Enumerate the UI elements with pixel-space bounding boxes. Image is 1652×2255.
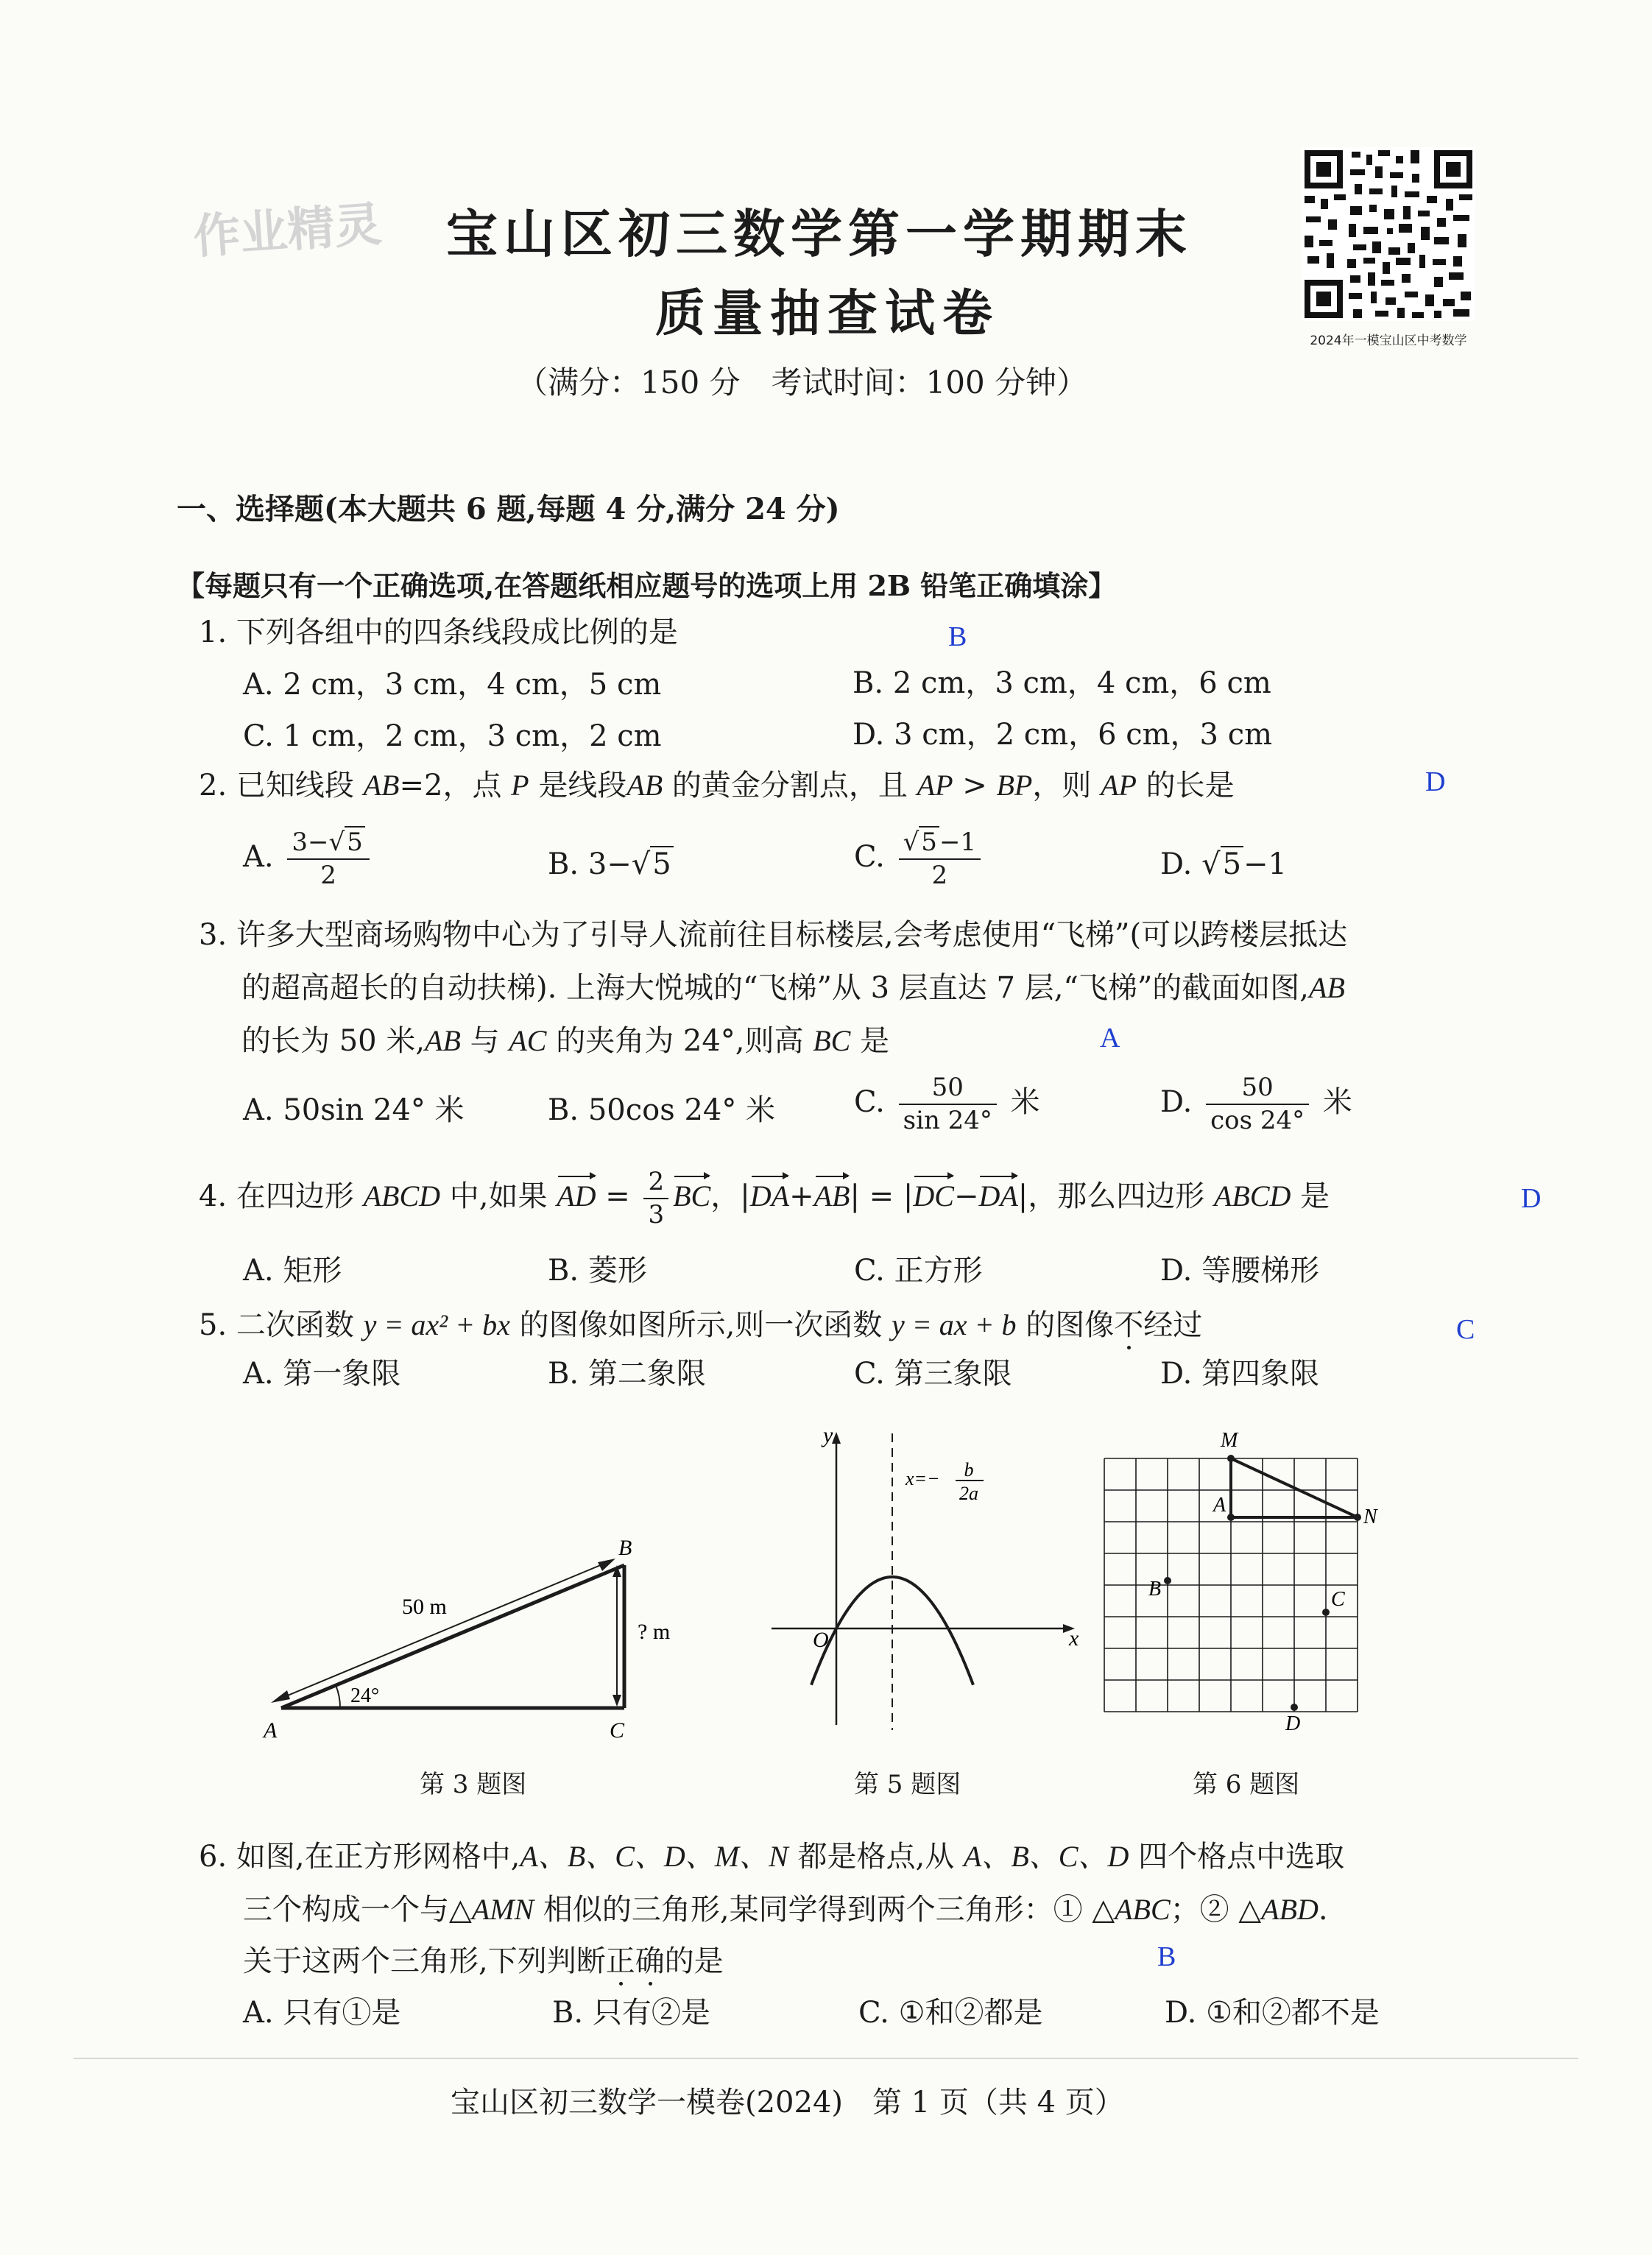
q4-abcd: ABCD	[363, 1179, 441, 1213]
page-footer: 宝山区初三数学一模卷(2024) 第 1 页（共 4 页）	[451, 2086, 1124, 2120]
q6-text-line1-a: 如图,在正方形网格中,	[236, 1840, 520, 1874]
q2-option-d-label: D.	[1160, 847, 1193, 881]
q2-stem	[199, 768, 1235, 803]
q5-text-b: 的图像如图所示,则一次函数	[509, 1308, 892, 1342]
figure-3	[258, 1524, 670, 1745]
section-heading: 一、选择题(本大题共 6 题,每题 4 分,满分 24 分)	[177, 492, 840, 526]
q6-emphasis-1: 正	[605, 1944, 635, 1978]
fig6-label-n: N	[1363, 1506, 1377, 1528]
q2-option-a	[243, 828, 374, 890]
q2-option-a-numerator: 3−√5	[287, 828, 369, 860]
fig3-dimension-line	[275, 1561, 611, 1701]
q2-answer: D	[1425, 766, 1446, 797]
q3-option-c-fraction	[899, 1073, 997, 1135]
fig5-axis-eq-denominator: 2a	[959, 1483, 978, 1504]
q6-option-d: D. ①和②都不是	[1165, 1996, 1380, 2030]
q2-option-d: D. √5−1	[1160, 847, 1287, 881]
q3-option-a: A. 50sin 24° 米	[243, 1093, 465, 1127]
q6-text-line1-c: 四个格点中选取	[1129, 1840, 1345, 1874]
q3-option-c	[854, 1073, 1040, 1135]
q2-ab-2: AB	[626, 769, 663, 802]
q3-option-c-label: C.	[854, 1085, 885, 1120]
q6-text-line2-c: ；② △	[1170, 1893, 1262, 1927]
exam-subtitle-title: 质量抽查试卷	[655, 284, 1000, 343]
q4-plus: +	[789, 1179, 814, 1214]
fig6-point-a	[1227, 1514, 1235, 1521]
q3-option-b: B. 50cos 24° 米	[548, 1093, 776, 1127]
fig6-label-a: A	[1213, 1494, 1226, 1517]
fig5-caption: 第 5 题图	[854, 1770, 961, 1799]
q4-vector-da: DA	[749, 1179, 790, 1213]
q4-mid: | = |	[850, 1179, 914, 1214]
exam-info: （满分：150 分 考试时间：100 分钟）	[517, 364, 1088, 400]
q3-ac: AC	[509, 1024, 547, 1057]
q4-abcd-2: ABCD	[1213, 1179, 1291, 1213]
q6-emphasis-2: 确	[635, 1944, 665, 1978]
q6-amn: AMN	[471, 1893, 534, 1926]
q3-option-c-unit: 米	[1010, 1085, 1040, 1120]
q3-option-d-numerator: 50	[1206, 1073, 1309, 1105]
q6-abd: ABD	[1261, 1893, 1319, 1926]
fig6-point-d	[1291, 1704, 1298, 1711]
q1-stem	[199, 615, 678, 650]
q2-option-c-numerator: √5−1	[899, 828, 981, 860]
fig6-caption: 第 6 题图	[1193, 1770, 1300, 1799]
exam-title: 宝山区初三数学第一学期期末	[446, 203, 1193, 264]
q3-option-d-fraction	[1206, 1073, 1309, 1135]
q3-ab-2: AB	[425, 1024, 461, 1057]
q4-number: 4.	[199, 1179, 227, 1214]
q5-text-a: 二次函数	[236, 1308, 364, 1342]
q4-stem	[199, 1168, 1330, 1229]
q2-option-b-label: B.	[548, 847, 579, 881]
q4-text-b: 中,如果	[440, 1179, 557, 1214]
q2-option-c-fraction	[899, 828, 981, 890]
q2-option-c-num-rest: −1	[939, 827, 977, 857]
q2-option-b-radicand: 5	[650, 846, 673, 881]
fig3-caption: 第 3 题图	[420, 1770, 527, 1799]
fig3-hypotenuse-label: 50 m	[402, 1595, 447, 1619]
q2-option-b: B. 3−√5	[548, 847, 674, 882]
q3-option-d-unit: 米	[1322, 1085, 1352, 1120]
fig6-point-c	[1322, 1609, 1330, 1616]
q5-emphasis: 不	[1114, 1308, 1144, 1342]
q3-text-line2: 的超高超长的自动扶梯). 上海大悦城的“飞梯”从 3 层直达 7 层,“飞梯”的截面如图,	[241, 971, 1310, 1005]
q5-linear: y = ax + b	[892, 1308, 1017, 1341]
q4-coef-den: 3	[648, 1200, 665, 1230]
q4-sep: ，	[710, 1179, 741, 1214]
q2-bp: BP	[996, 769, 1033, 802]
q4-coefficient	[643, 1168, 668, 1229]
q6-text-line2-a: 三个构成一个与△	[243, 1893, 472, 1927]
q6-abc: ABC	[1115, 1893, 1171, 1926]
q6-text-line3-b: 的是	[664, 1944, 724, 1978]
q2-option-c	[854, 828, 985, 890]
fig3-height-label: ? m	[638, 1620, 670, 1644]
section-instruction: 【每题只有一个正确选项,在答题纸相应题号的选项上用 2B 铅笔正确填涂】	[177, 569, 1117, 602]
q5-text-d: 经过	[1143, 1308, 1203, 1342]
q3-line1	[199, 917, 1347, 953]
q6-points-2: A、B、C、D	[963, 1840, 1129, 1873]
q6-text-line2-d: .	[1318, 1893, 1328, 1927]
watermark: 作业精灵	[191, 197, 384, 265]
fig6-label-d: D	[1285, 1712, 1301, 1734]
q2-ap: AP	[917, 769, 953, 802]
q1-option-c: C. 1 cm，2 cm，3 cm，2 cm	[243, 719, 662, 753]
fig5-axis-equation: x=−	[906, 1468, 940, 1489]
qr-code-image	[1302, 147, 1475, 321]
fig3-angle-label: 24°	[350, 1684, 380, 1707]
q3-option-d-label: D.	[1160, 1085, 1193, 1120]
figure-5	[766, 1425, 1090, 1741]
q2-option-a-radicand: 5	[345, 826, 365, 857]
q4-coef-num: 2	[643, 1168, 668, 1199]
q6-option-a: A. 只有①是	[243, 1996, 401, 2030]
q2-p: P	[511, 769, 529, 802]
q2-text-d: 的黄金分割点，且	[663, 769, 917, 802]
fig6-point-n	[1354, 1514, 1361, 1521]
q6-line2	[243, 1892, 1328, 1927]
q5-option-d: D. 第四象限	[1160, 1357, 1320, 1391]
fig6-point-b	[1164, 1577, 1171, 1584]
fig3-height-arrow-bottom	[613, 1695, 621, 1707]
q4-minus: −	[953, 1179, 979, 1214]
q3-ab: AB	[1309, 971, 1345, 1004]
q1-option-a: A. 2 cm，3 cm，4 cm，5 cm	[243, 668, 662, 702]
q2-option-c-radicand: 5	[919, 826, 939, 857]
q2-option-a-fraction	[287, 828, 369, 890]
q3-line3	[241, 1023, 889, 1059]
q2-number: 2.	[199, 769, 227, 802]
q2-option-a-num-int: 3−	[292, 827, 329, 857]
q5-option-a: A. 第一象限	[243, 1357, 401, 1391]
q2-text-b: =2，点	[399, 769, 512, 802]
q6-line3	[243, 1944, 724, 1979]
q4-eq: =	[596, 1179, 640, 1214]
q2-option-d-rest: −1	[1243, 847, 1287, 881]
q3-bc: BC	[813, 1024, 851, 1057]
qr-caption: 2024年一模宝山区中考数学	[1310, 334, 1467, 348]
q6-line1	[199, 1839, 1344, 1874]
q1-answer: B	[948, 621, 967, 652]
figure-6	[1095, 1425, 1397, 1734]
fig5-label-o: O	[813, 1628, 829, 1652]
q4-vector-dc: DC	[913, 1179, 954, 1213]
q3-text-line1: 许多大型商场购物中心为了引导人流前往目标楼层,会考虑使用“飞梯”(可以跨楼层抵达	[236, 918, 1348, 952]
q5-option-c: C. 第三象限	[854, 1357, 1012, 1391]
q2-option-a-denominator: 2	[320, 861, 336, 891]
fig6-point-m	[1227, 1455, 1235, 1462]
q5-quadratic: y = ax² + bx	[363, 1308, 510, 1341]
q4-text-a: 在四边形	[236, 1179, 364, 1214]
q3-text-line3-c: 的夹角为 24°,则高	[546, 1024, 813, 1058]
fig6-label-m: M	[1221, 1429, 1238, 1452]
q2-option-c-denominator: 2	[931, 861, 948, 891]
q3-text-line3-a: 的长为 50 米,	[241, 1024, 426, 1058]
q2-ap-2: AP	[1101, 769, 1137, 802]
q6-option-b: B. 只有②是	[552, 1996, 710, 2030]
q2-option-b-int: 3−	[587, 847, 632, 881]
q4-option-b: B. 菱形	[548, 1254, 647, 1288]
q6-text-line2-b: 相似的三角形,某同学得到两个三角形：① △	[534, 1893, 1115, 1927]
fig3-label-b: B	[618, 1536, 632, 1560]
fig6-label-c: C	[1331, 1588, 1345, 1611]
q2-text-f: 的长是	[1136, 769, 1235, 802]
q1-text: 下列各组中的四条线段成比例的是	[236, 615, 678, 649]
q2-gt: >	[953, 769, 997, 802]
q4-option-d: D. 等腰梯形	[1160, 1254, 1320, 1288]
q6-text-line1-b: 都是格点,从	[788, 1840, 964, 1874]
q2-text-e: ，则	[1032, 769, 1101, 802]
q4-bar-open: |	[740, 1179, 750, 1214]
q2-text-a: 已知线段	[236, 769, 364, 802]
q3-number: 3.	[199, 918, 227, 952]
q4-option-c: C. 正方形	[854, 1254, 983, 1288]
footer-divider	[74, 2058, 1578, 2059]
q3-text-line3-d: 是	[850, 1024, 890, 1058]
q6-number: 6.	[199, 1840, 227, 1874]
q2-ab: AB	[363, 769, 400, 802]
q4-option-a: A. 矩形	[243, 1254, 342, 1288]
fig3-label-a: A	[264, 1718, 278, 1743]
q5-number: 5.	[199, 1308, 227, 1342]
q3-option-c-denominator: sin 24°	[903, 1106, 992, 1136]
q5-stem	[199, 1308, 1202, 1343]
q2-option-c-label: C.	[854, 840, 885, 875]
fig5-axis-eq-numerator: b	[964, 1459, 974, 1481]
q3-answer: A	[1100, 1023, 1120, 1054]
q4-vector-ab: AB	[813, 1179, 850, 1213]
q3-text-line3-b: 与	[460, 1024, 509, 1058]
q2-option-d-radicand: 5	[1221, 846, 1243, 881]
fig3-side-ab	[281, 1565, 624, 1708]
q3-option-d	[1160, 1073, 1352, 1135]
q6-answer: B	[1157, 1941, 1176, 1972]
fig5-y-arrow	[832, 1432, 841, 1444]
q3-line2	[241, 970, 1345, 1006]
q3-option-c-numerator: 50	[899, 1073, 997, 1105]
q1-option-d: D. 3 cm，2 cm，6 cm，3 cm	[853, 718, 1273, 752]
q6-text-line3-a: 关于这两个三角形,下列判断	[243, 1944, 606, 1978]
qr-code	[1302, 147, 1475, 321]
q1-number: 1.	[199, 615, 227, 649]
q4-vector-bc: BC	[673, 1179, 711, 1213]
fig6-label-b: B	[1148, 1578, 1162, 1601]
q2-text-c: 是线段	[529, 769, 627, 802]
q5-option-b: B. 第二象限	[548, 1357, 706, 1391]
q1-option-b: B. 2 cm，3 cm，4 cm，6 cm	[853, 666, 1271, 700]
q4-answer: D	[1521, 1183, 1542, 1214]
fig3-label-c: C	[610, 1718, 625, 1743]
fig3-dimension-arrow-start	[271, 1690, 290, 1703]
q6-points: A、B、C、D、M、N	[520, 1840, 788, 1873]
fig3-angle-arc	[336, 1685, 340, 1708]
q6-option-c: C. ①和②都是	[858, 1996, 1043, 2030]
q5-answer: C	[1456, 1314, 1475, 1345]
q2-option-a-label: A.	[243, 840, 274, 875]
q5-text-c: 的图像	[1016, 1308, 1115, 1342]
q3-option-d-denominator: cos 24°	[1210, 1106, 1305, 1136]
fig5-label-y: y	[823, 1425, 833, 1447]
q4-vector-ad: AD	[557, 1179, 596, 1213]
q4-vector-da-2: DA	[978, 1179, 1018, 1213]
q4-text-d: 是	[1291, 1179, 1330, 1214]
fig5-label-x: x	[1069, 1626, 1079, 1651]
q4-text-c: |，那么四边形	[1017, 1179, 1214, 1214]
